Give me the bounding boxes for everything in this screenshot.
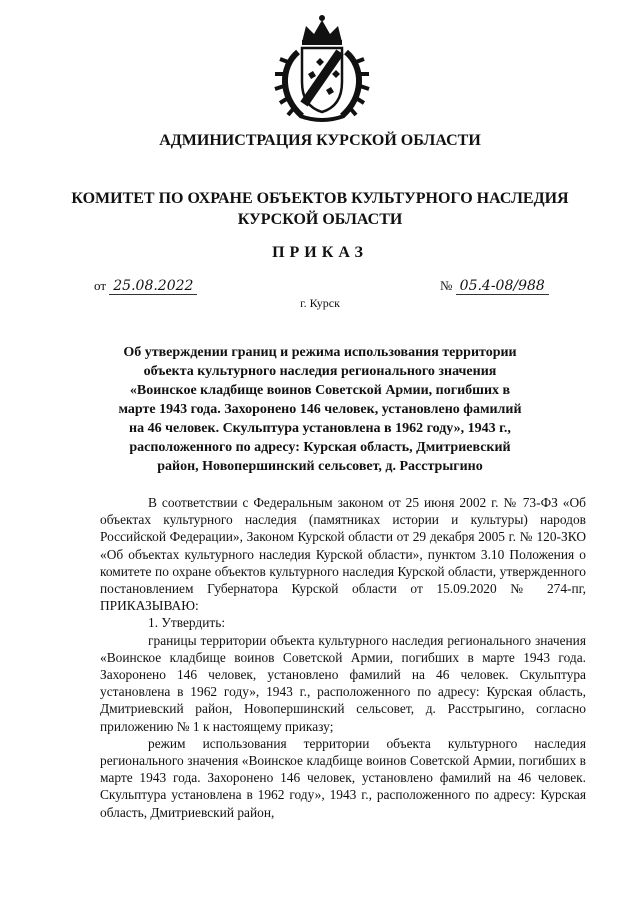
committee-title-line2: КУРСКОЙ ОБЛАСТИ [237,211,403,228]
order-date [94,278,197,294]
body-paragraph-regime: режим использования территории объекта культурного наследия регионального значения «Воинское кладбище воинов Советской Армии, погибших в марте 1943 года. Захоронено 146 человек, установлено фамилий на 46 человек. Скульптура установлена в 1962 году», 1943 г., расположенного по адресу: Курская область, Дмитриевский район, [100,735,586,820]
committee-title-line1: КОМИТЕТ ПО ОХРАНЕ ОБЪЕКТОВ КУЛЬТУРНОГО НАСЛЕДИЯ [71,190,569,207]
document-type: ПРИКАЗ [272,244,368,261]
order-body [100,494,586,821]
number-value: 05.4-08/988 [456,278,549,295]
order-number [440,278,549,294]
body-paragraph-boundaries: границы территории объекта культурного наследия регионального значения «Воинское кладбище воинов Советской Армии, погибших в марте 1943 года. Захоронено 146 человек, установлено фамилий на 46 человек. Скульптура установлена в 1962 году», 1943 г., расположенного по адресу: Курская область, Дмитриевский район, Новопершинский сельсовет, д. Расстрыгино, согласно приложению № 1 к настоящему приказу; [100,632,586,734]
city-label: г. Курск [300,296,340,310]
date-prefix: от [94,278,107,293]
date-value: 25.08.2022 [109,278,197,295]
administration-title: АДМИНИСТРАЦИЯ КУРСКОЙ ОБЛАСТИ [159,132,481,149]
committee-title [0,188,640,230]
body-paragraph-preamble: В соответствии с Федеральным законом от 25 июня 2002 г. № 73-ФЗ «Об объектах культурного наследия (памятниках истории и культуры) народов Российской Федерации», Законом Курской области от 29 декабря 2005 г. № 120-ЗКО «Об объектах культурного наследия Курской области», пунктом 3.10 Положения о комитете по охране объектов культурного наследия Курской области, утвержденного постановлением Губернатора Курской области от 15.09.2020 № 274-пг, ПРИКАЗЫВАЮ: [100,495,586,614]
number-prefix: № [440,278,453,293]
body-paragraph-item-1: 1. Утвердить: [148,615,226,631]
order-title: Об утверждении границ и режима использования территории объекта культурного наследия регионального значения «Воинское кладбище воинов Советской Армии, погибших в марте 1943 года. Захоронено 146 человек, установлено фамилий на 46 человек. Скульптура установлена в 1962 году», 1943 г., расположенного по адресу: Курская область, Дмитриевский район, Новопершинский сельсовет, д. Расстрыгино [118,345,522,474]
coat-of-arms-icon [272,12,372,124]
